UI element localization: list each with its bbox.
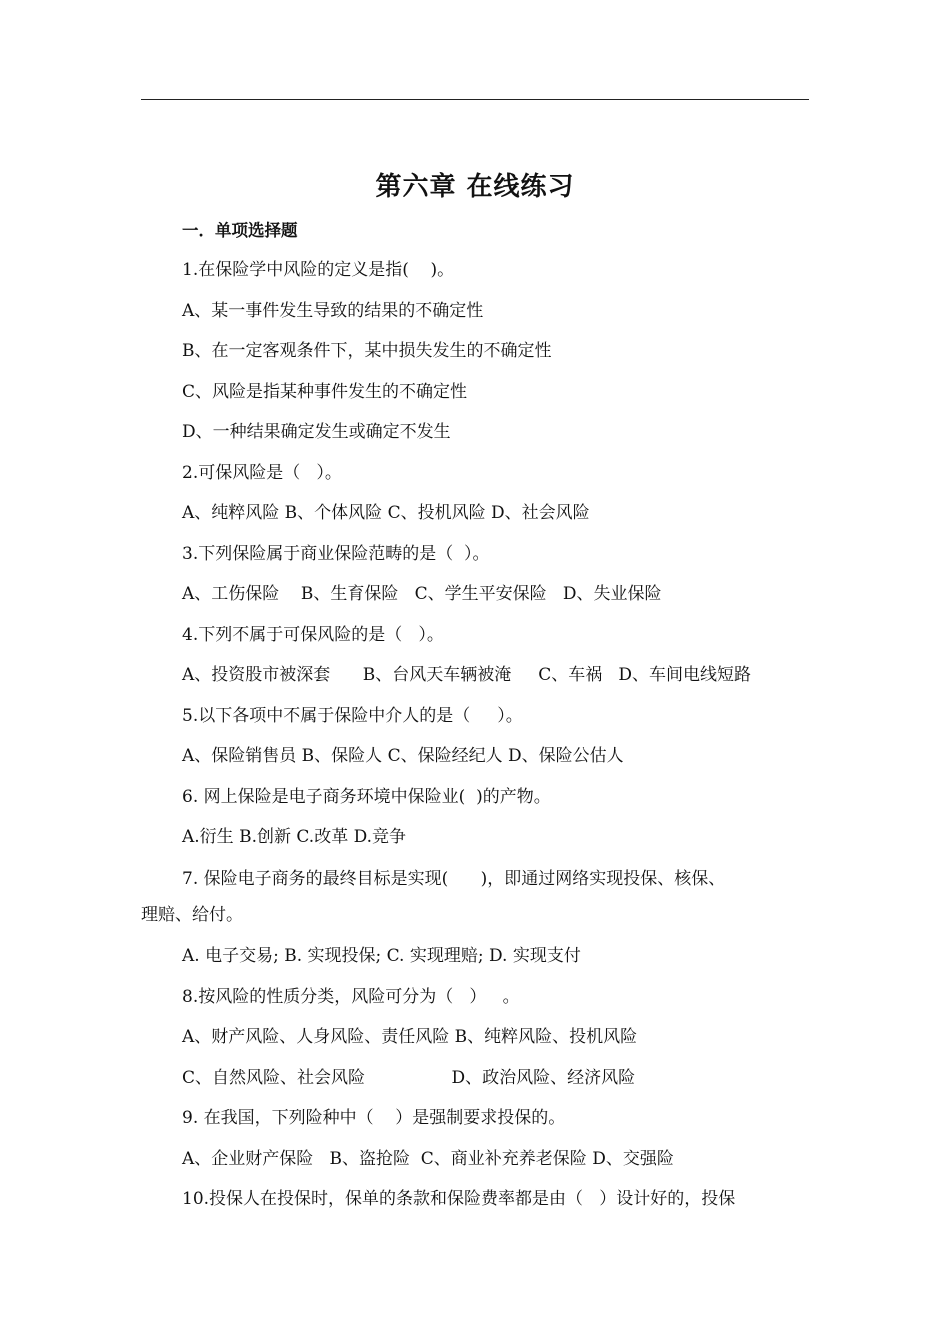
question-5: 5.以下各项中不属于保险中介人的是（ ）。 [182, 706, 523, 726]
question-8-options-ab: A、财产风险、人身风险、责任风险 B、纯粹风险、投机风险 [182, 1027, 638, 1047]
question-4-options: A、投资股市被深套 B、台风天车辆被淹 C、车祸 D、车间电线短路 [182, 665, 752, 685]
question-6: 6. 网上保险是电子商务环境中保险业( )的产物。 [182, 787, 551, 807]
question-1-option-c: C、风险是指某种事件发生的不确定性 [182, 382, 468, 402]
header-rule [141, 99, 809, 100]
question-1-option-d: D、一种结果确定发生或确定不发生 [182, 422, 451, 442]
question-3: 3.下列保险属于商业保险范畴的是（ ）。 [182, 544, 490, 564]
question-5-options: A、保险销售员 B、保险人 C、保险经纪人 D、保险公估人 [182, 746, 624, 766]
question-3-options: A、工伤保险 B、生育保险 C、学生平安保险 D、失业保险 [182, 584, 662, 604]
question-1: 1.在保险学中风险的定义是指( )。 [182, 260, 455, 280]
question-9: 9. 在我国，下列险种中（ ）是强制要求投保的。 [182, 1108, 566, 1128]
question-8: 8.按风险的性质分类，风险可分为（ ） 。 [182, 987, 520, 1007]
question-2: 2.可保风险是（ ）。 [182, 463, 342, 483]
question-2-options: A、纯粹风险 B、个体风险 C、投机风险 D、社会风险 [182, 503, 590, 523]
question-9-options: A、企业财产保险 B、盗抢险 C、商业补充养老保险 D、交强险 [182, 1149, 674, 1169]
section-heading: 一．单项选择题 [182, 221, 298, 240]
question-8-options-cd: C、自然风险、社会风险 D、政治风险、经济风险 [182, 1068, 636, 1088]
question-1-option-a: A、某一事件发生导致的结果的不确定性 [182, 301, 484, 321]
question-10: 10.投保人在投保时，保单的条款和保险费率都是由（ ）设计好的，投保 [182, 1189, 736, 1209]
question-1-option-b: B、在一定客观条件下，某中损失发生的不确定性 [182, 341, 552, 361]
question-7-options: A. 电子交易; B. 实现投保; C. 实现理赔; D. 实现支付 [182, 946, 581, 966]
question-7: 7. 保险电子商务的最终目标是实现( )，即通过网络实现投保、核保、 [182, 869, 726, 889]
question-7-continued: 理赔、给付。 [141, 905, 243, 925]
question-4: 4.下列不属于可保风险的是（ ）。 [182, 625, 444, 645]
question-6-options: A.衍生 B.创新 C.改革 D.竞争 [182, 827, 407, 847]
chapter-title: 第六章 在线练习 [375, 172, 575, 202]
